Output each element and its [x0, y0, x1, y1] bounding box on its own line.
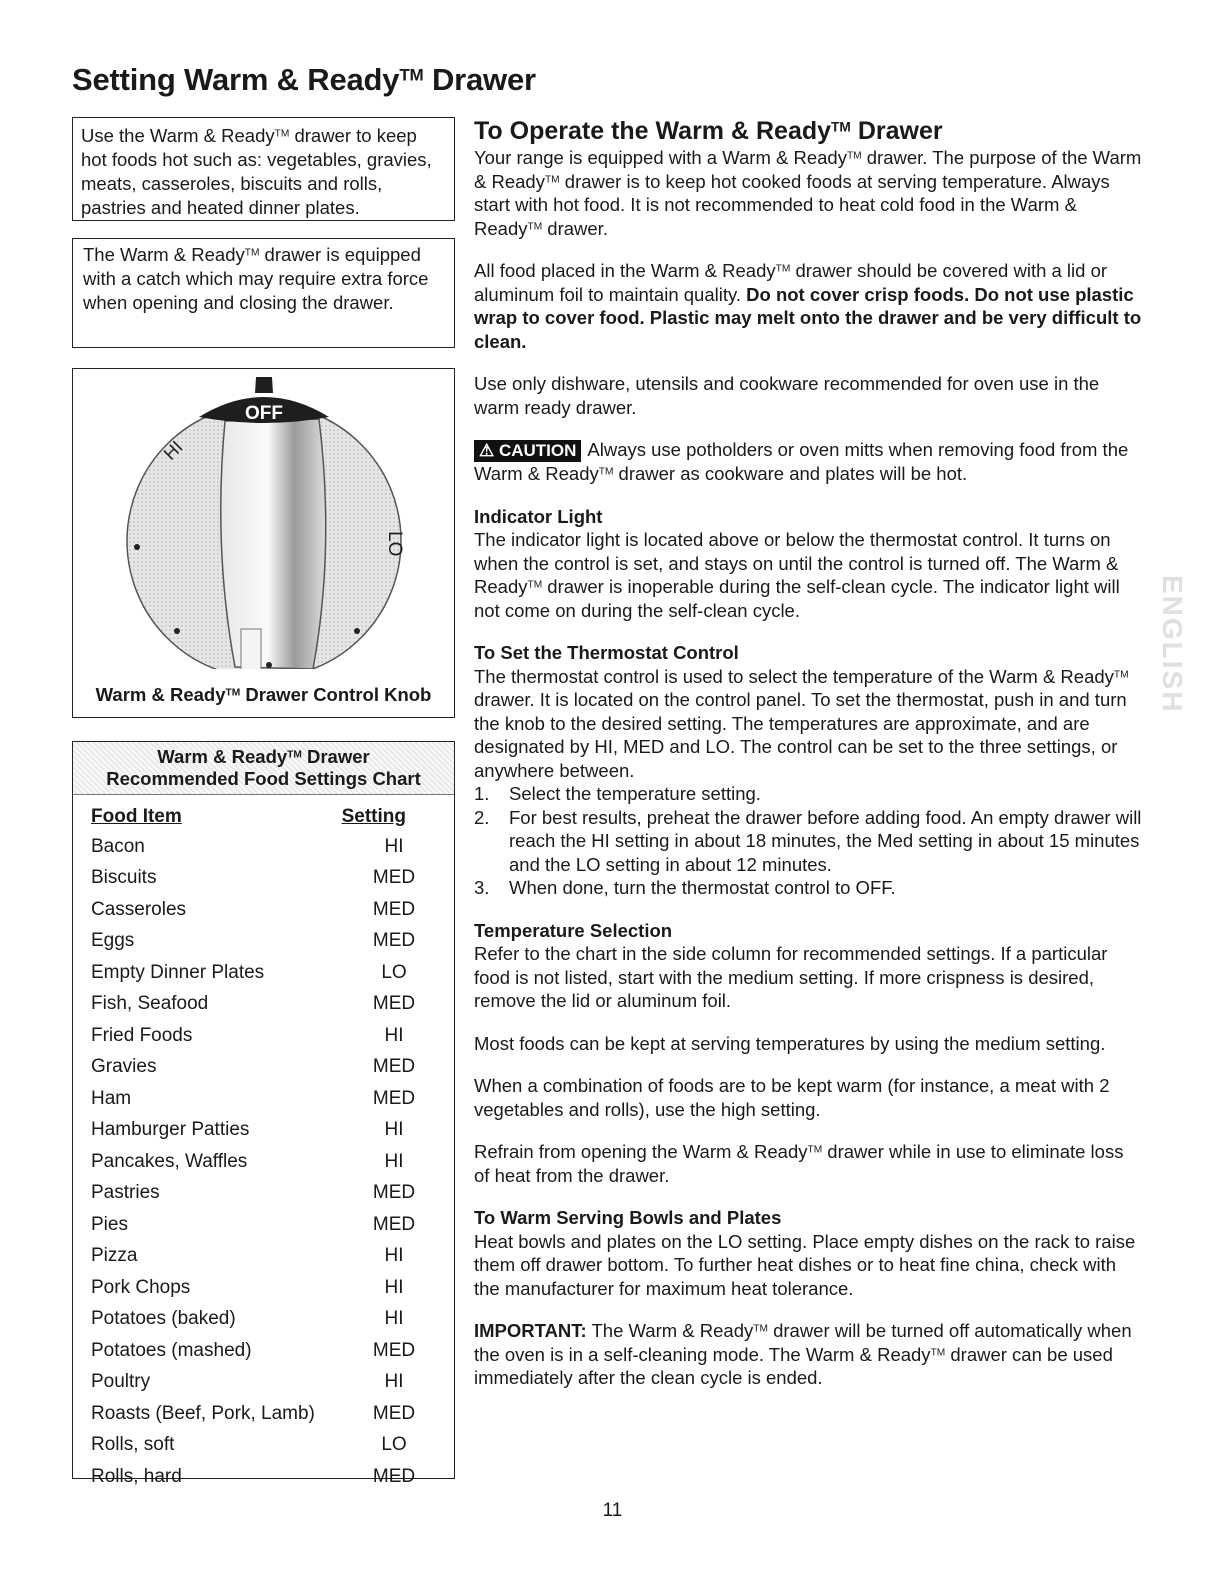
chart-row: [91, 1272, 454, 1304]
thermostat-step: [474, 876, 1142, 900]
caution-badge: ⚠ CAUTION: [474, 440, 581, 462]
setting-header: Setting: [341, 806, 406, 827]
food-setting: MED: [372, 1213, 416, 1235]
chart-row: [91, 1178, 454, 1210]
temperature-paragraph-2: Most foods can be kept at serving temperatures by using the medium setting.: [474, 1032, 1106, 1054]
page-number: 11: [602, 1500, 623, 1521]
important-paragraph: IMPORTANT: The Warm & Ready™ drawer will be turned off automatically when the oven is in a self-cleaning mode. The Warm & Ready™ drawer can be used immediately after the clean cycle is ended.: [474, 1320, 1132, 1388]
operate-paragraph: Your range is equipped with a Warm & Ready™ drawer. The purpose of the Warm & Ready™ drawer is to keep hot cooked foods at serving temperature. Always start with hot food. It is not recommended to heat cold food in the Warm & Ready™ drawer.: [474, 147, 1142, 239]
usage-note-box: Use the Warm & Ready™ drawer to keep hot foods hot such as: vegetables, gravies, meats, casseroles, biscuits and rolls, pastries and heated dinner plates.: [72, 117, 455, 221]
food-item: Eggs: [91, 930, 135, 952]
thermostat-paragraph: The thermostat control is used to select the temperature of the Warm & Ready™ drawer. It is located on the control panel. To set the thermostat, push in and turn the knob to the desired setting. The temperatures are approximate, and are designated by HI, MED and LO. The control can be set to the three settings, or anywhere between.: [474, 665, 1129, 781]
chart-row: [91, 1052, 454, 1084]
food-setting: MED: [372, 1182, 416, 1204]
step-text: For best results, preheat the drawer before adding food. An empty drawer will reach the HI setting in about 18 minutes, the Med setting in about 15 minutes and the LO setting in about 12 minutes.: [509, 806, 1142, 875]
chart-row: [91, 1020, 454, 1052]
chart-row: [91, 1461, 454, 1493]
food-settings-chart: [72, 741, 455, 1487]
food-item: Pork Chops: [91, 1276, 191, 1298]
food-item: Poultry: [91, 1371, 151, 1393]
thermostat-steps: [474, 782, 1142, 900]
food-setting: MED: [372, 898, 416, 920]
chart-row: [91, 926, 454, 958]
food-item: Potatoes (baked): [91, 1308, 236, 1330]
caution-paragraph: ⚠ CAUTION Always use potholders or oven mitts when removing food from the Warm & Ready™ drawer as cookware and plates will be hot.: [474, 439, 1129, 484]
chart-row: [91, 1304, 454, 1336]
chart-row: [91, 989, 454, 1021]
food-item: Pizza: [91, 1245, 138, 1267]
dishware-paragraph: Use only dishware, utensils and cookware recommended for oven use in the warm ready drawer.: [474, 373, 1100, 418]
chart-title: Warm & Ready™ Drawer Recommended Food Settings Chart: [73, 742, 454, 795]
food-setting: MED: [372, 993, 416, 1015]
step-number: 2.: [474, 806, 490, 828]
food-setting: MED: [372, 1402, 416, 1424]
food-item: Pancakes, Waffles: [91, 1150, 248, 1172]
indicator-paragraph: The indicator light is located above or below the thermostat control. It turns on when the control is set, and stays on until the control is turned off. The Warm & Ready™ drawer is inoperable during the self-clean cycle. The indicator light will not come on during the self-clean cycle.: [474, 529, 1120, 621]
food-setting: MED: [372, 1339, 416, 1361]
step-number: 1.: [474, 783, 490, 804]
chart-row: [91, 894, 454, 926]
food-item: Pies: [91, 1213, 128, 1235]
food-item: Empty Dinner Plates: [91, 961, 265, 983]
covering-paragraph: All food placed in the Warm & Ready™ drawer should be covered with a lid or aluminum foil to maintain quality. Do not cover crisp foods. Do not use plastic wrap to cover food. Plastic may melt onto the drawer and be very difficult to clean.: [474, 260, 1142, 352]
chart-row: [91, 1335, 454, 1367]
food-setting: HI: [384, 1119, 404, 1141]
food-item: Fried Foods: [91, 1024, 193, 1046]
temperature-paragraph-4: Refrain from opening the Warm & Ready™ drawer while in use to eliminate loss of heat from the drawer.: [474, 1141, 1124, 1186]
food-setting: HI: [384, 1371, 404, 1393]
lo-label: LO: [384, 531, 405, 557]
control-knob-figure: [72, 368, 455, 718]
food-setting: MED: [372, 1056, 416, 1078]
chart-row: [91, 863, 454, 895]
food-item: Ham: [91, 1087, 132, 1109]
food-item: Biscuits: [91, 867, 157, 889]
chart-column-headers: [73, 795, 454, 831]
food-item: Pastries: [91, 1182, 160, 1204]
food-setting: MED: [372, 930, 416, 952]
step-text: Select the temperature setting.: [509, 783, 761, 804]
food-setting: HI: [384, 835, 404, 857]
thermostat-step: [474, 806, 1142, 877]
catch-note-box: The Warm & Ready™ drawer is equipped with a catch which may require extra force when opening and closing the drawer.: [72, 238, 455, 348]
hi-label: HI: [159, 436, 187, 464]
thermostat-step: [474, 782, 1142, 806]
step-number: 3.: [474, 877, 490, 898]
instructions-column: [474, 116, 1142, 1409]
food-item: Casseroles: [91, 898, 187, 920]
temperature-heading: Temperature Selection: [474, 919, 673, 941]
food-setting: HI: [384, 1308, 404, 1330]
indicator-heading: Indicator Light: [474, 505, 603, 527]
food-item-header: Food Item: [91, 806, 182, 827]
food-item: Rolls, hard: [91, 1465, 182, 1487]
temperature-paragraph-3: When a combination of foods are to be kept warm (for instance, a meat with 2 vegetables and rolls), use the high setting.: [474, 1075, 1110, 1120]
step-text: When done, turn the thermostat control to OFF.: [509, 877, 896, 898]
food-item: Gravies: [91, 1056, 157, 1078]
chart-row: [91, 1115, 454, 1147]
food-setting: HI: [384, 1150, 404, 1172]
food-setting: LO: [381, 961, 407, 983]
food-item: Bacon: [91, 835, 145, 857]
page-title: Setting Warm & Ready™ Drawer: [72, 62, 536, 97]
off-label: OFF: [245, 403, 283, 424]
chart-row: [91, 1083, 454, 1115]
food-item: Potatoes (mashed): [91, 1339, 252, 1361]
knob-caption: Warm & Ready™ Drawer Control Knob: [95, 684, 432, 705]
food-item: Rolls, soft: [91, 1434, 175, 1456]
food-setting: HI: [384, 1024, 404, 1046]
food-setting: MED: [372, 1087, 416, 1109]
chart-row: [91, 1430, 454, 1462]
chart-row: [91, 1146, 454, 1178]
food-item: Roasts (Beef, Pork, Lamb): [91, 1402, 315, 1424]
food-item: Hamburger Patties: [91, 1119, 250, 1141]
chart-row: [91, 831, 454, 863]
language-side-tab: ENGLISH: [1157, 575, 1188, 714]
chart-row: [91, 1241, 454, 1273]
chart-row: [91, 1367, 454, 1399]
chart-row: [91, 1398, 454, 1430]
food-setting: MED: [372, 1465, 416, 1487]
thermostat-heading: To Set the Thermostat Control: [474, 642, 739, 663]
food-setting: HI: [384, 1276, 404, 1298]
temperature-paragraph-1: Refer to the chart in the side column for recommended settings. If a particular food is not listed, start with the medium setting. If more crispness is desired, remove the lid or aluminum foil.: [474, 943, 1108, 1011]
food-setting: HI: [384, 1245, 404, 1267]
chart-row: [91, 957, 454, 989]
chart-row: [91, 1209, 454, 1241]
food-setting: MED: [372, 867, 416, 889]
food-setting: LO: [381, 1434, 407, 1456]
control-knob-illustration: [73, 369, 456, 669]
bowls-heading: To Warm Serving Bowls and Plates: [474, 1207, 782, 1228]
food-item: Fish, Seafood: [91, 993, 209, 1015]
operate-heading: To Operate the Warm & Ready™ Drawer: [474, 117, 943, 145]
chart-rows: [73, 831, 454, 1493]
bowls-paragraph: Heat bowls and plates on the LO setting. Place empty dishes on the rack to raise them off drawer bottom. To further heat dishes or to heat fine china, check with the manufacturer for maximum heat tolerance.: [474, 1230, 1136, 1299]
